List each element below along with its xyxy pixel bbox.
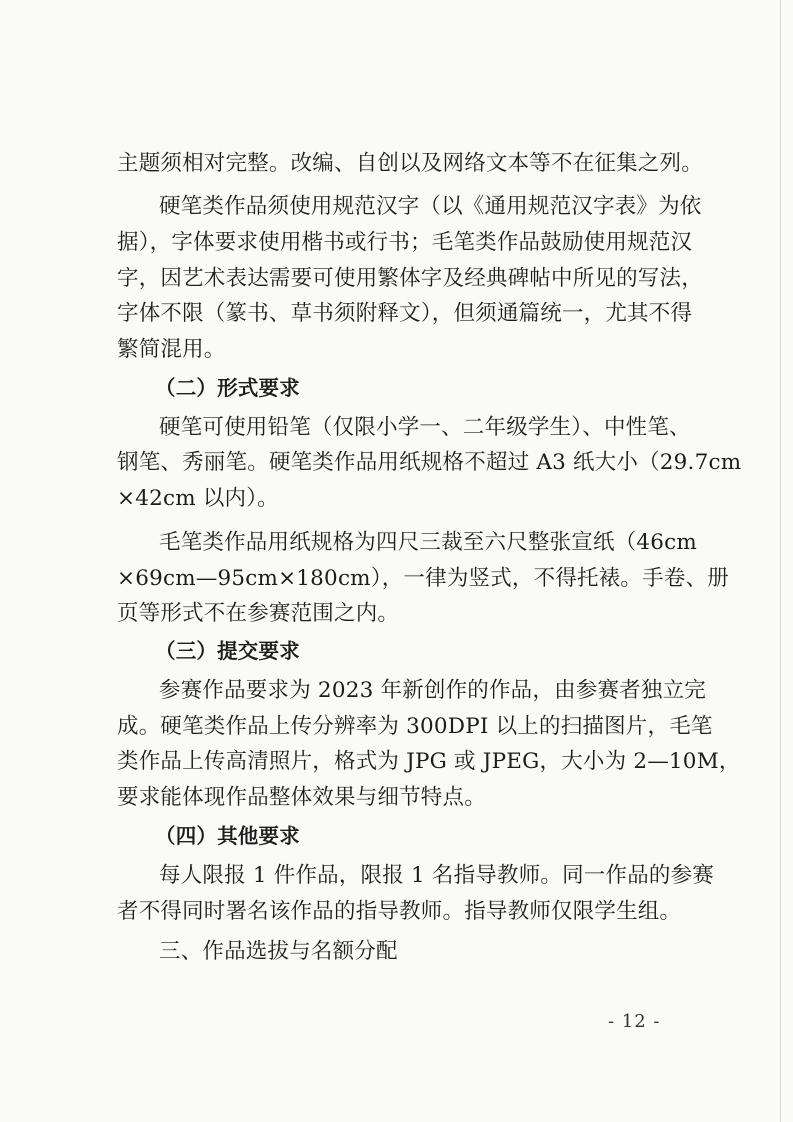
body-text-line: 每人限报 1 件作品，限报 1 名指导教师。同一作品的参赛: [159, 863, 714, 888]
body-text-line: 成。硬笔类作品上传分辨率为 300DPI 以上的扫描图片，毛笔: [117, 714, 713, 739]
page-number: - 12 -: [608, 1011, 661, 1032]
body-text-line: ×42cm 以内）。: [117, 486, 279, 511]
page-edge-line: [780, 0, 781, 1122]
body-text-line: 硬笔可使用铅笔（仅限小学一、二年级学生）、中性笔、: [159, 415, 691, 440]
section-heading-format: （二）形式要求: [155, 376, 300, 400]
body-text-line: 毛笔类作品用纸规格为四尺三裁至六尺整张宣纸（46cm: [159, 530, 697, 555]
body-text-line: 硬笔类作品须使用规范汉字（以《通用规范汉字表》为依: [159, 194, 702, 219]
body-text-line: 要求能体现作品整体效果与细节特点。: [117, 785, 486, 810]
body-text-line: 字，因艺术表达需要可使用繁体字及经典碑帖中所见的写法，: [117, 266, 703, 291]
body-text-line: 钢笔、秀丽笔。硬笔类作品用纸规格不超过 A3 纸大小（29.7cm: [117, 450, 742, 475]
body-text-line: 参赛作品要求为 2023 年新创作的作品，由参赛者独立完: [159, 678, 706, 703]
body-text-line: 繁简混用。: [117, 337, 226, 362]
body-text-line: ×69cm—95cm×180cm），一律为竖式，不得托裱。手卷、册: [117, 566, 729, 591]
body-text-line: 页等形式不在参赛范围之内。: [117, 601, 400, 626]
body-text-line: 类作品上传高清照片，格式为 JPG 或 JPEG，大小为 2—10M，: [117, 749, 741, 774]
section-heading-submission: （三）提交要求: [155, 639, 300, 663]
body-text-line: 据），字体要求使用楷书或行书；毛笔类作品鼓励使用规范汉: [117, 230, 693, 255]
section-heading-other: （四）其他要求: [155, 824, 300, 848]
body-text-line: 主题须相对完整。改编、自创以及网络文本等不在征集之列。: [117, 151, 703, 176]
body-text-line: 字体不限（篆书、草书须附释文），但须通篇统一，尤其不得: [117, 301, 693, 326]
section-title-selection: 三、作品选拔与名额分配: [159, 939, 398, 964]
body-text-line: 者不得同时署名该作品的指导教师。指导教师仅限学生组。: [117, 899, 682, 924]
